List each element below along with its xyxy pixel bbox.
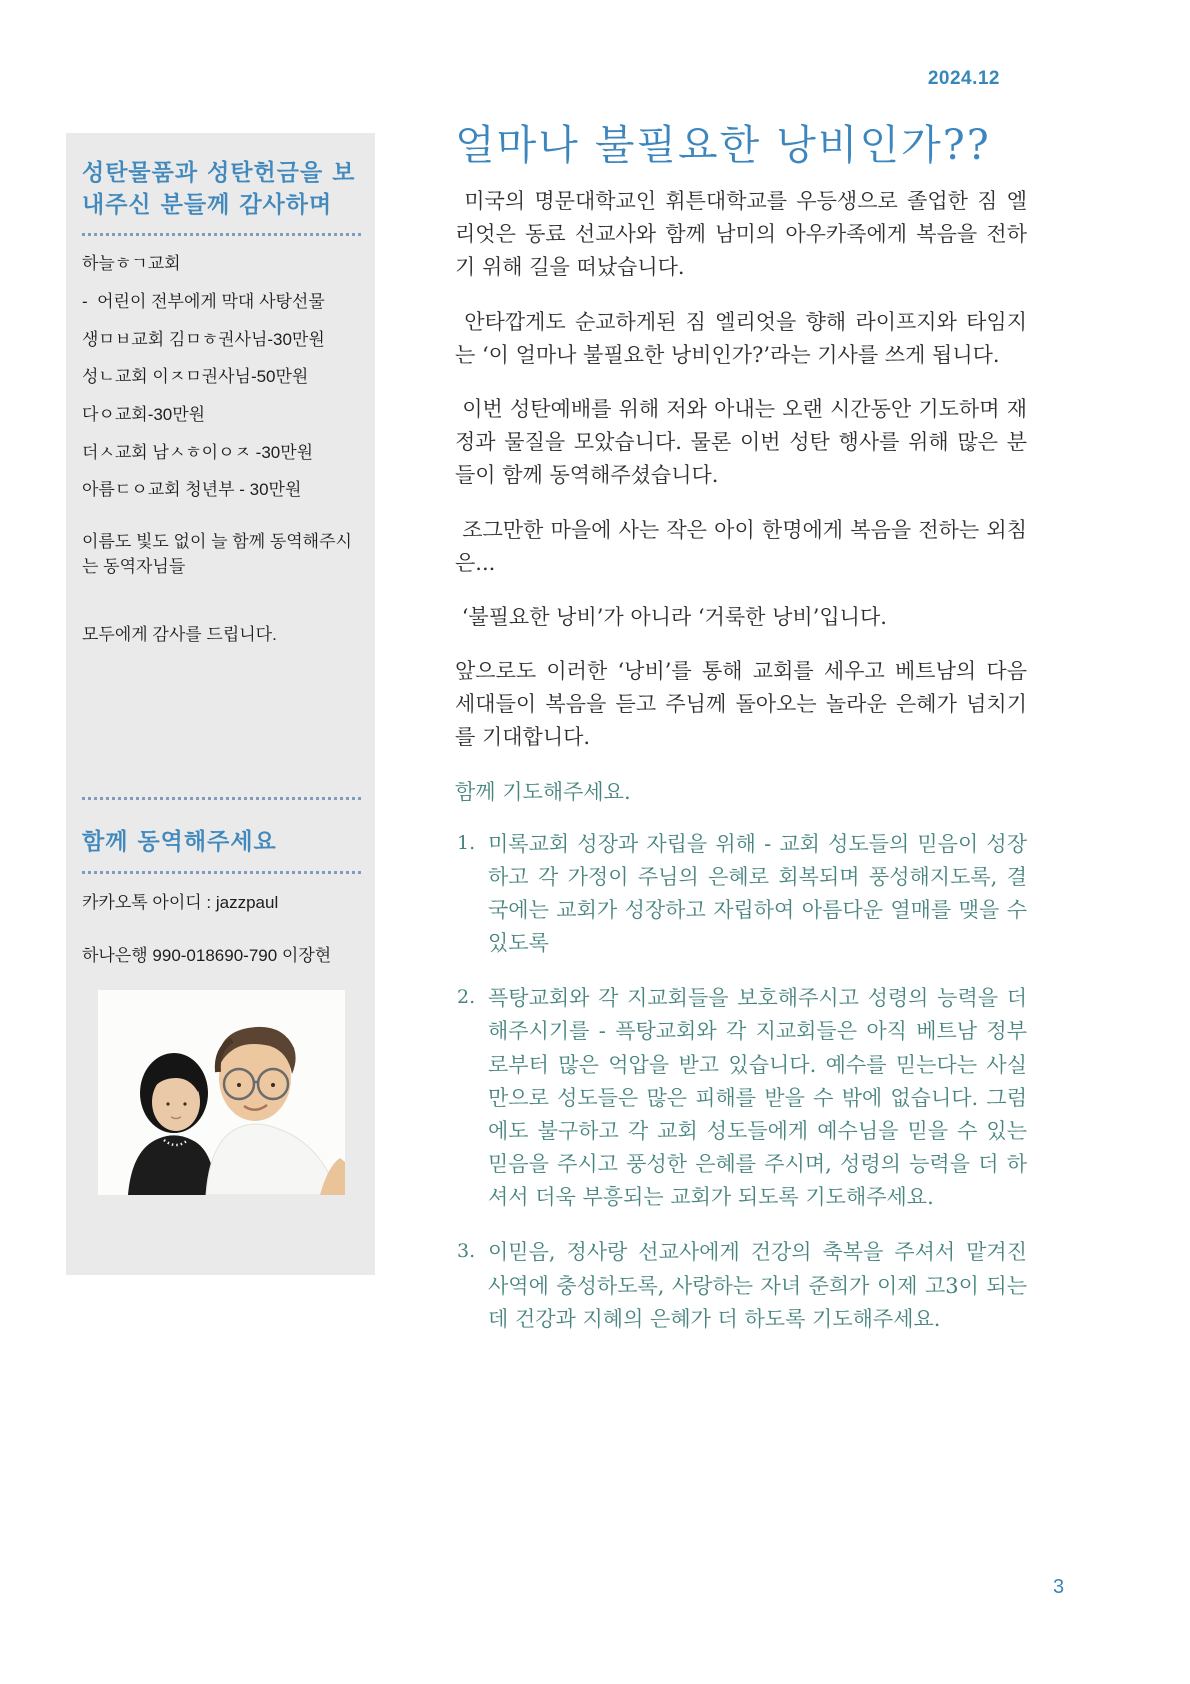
article-title: 얼마나 불필요한 낭비인가?? bbox=[455, 121, 991, 169]
dotted-divider bbox=[82, 797, 361, 800]
kakao-id-line: 카카오톡 아이디 : jazzpaul bbox=[82, 892, 279, 912]
prayer-item: 이믿음, 정사랑 선교사에게 건강의 축복을 주셔서 맡겨진 사역에 충성하도록, 사랑하는 자녀 준희가 이제 고3이 되는데 건강과 지혜의 은혜가 더 하도록 기도해주세요. bbox=[488, 1240, 1034, 1331]
prayer-list bbox=[455, 828, 1034, 1336]
page-number: 3 bbox=[1053, 1576, 1065, 1598]
article-paragraph: 미국의 명문대학교인 휘튼대학교를 우등생으로 졸업한 짐 엘리엇은 동료 선교사와 함께 남미의 아우카족에게 복음을 전하기 위해 길을 떠났습니다. bbox=[455, 189, 1027, 280]
donation-line: 성ㄴ교회 이ㅈㅁ권사님-50만원 bbox=[82, 367, 309, 387]
donation-line: 아름ㄷㅇ교회 청년부 - 30만원 bbox=[82, 480, 302, 500]
donation-line: 하늘ㅎㄱ교회 bbox=[82, 254, 181, 274]
sidebar-thanks-title: 성탄물품과 성탄헌금을 보내주신 분들께 감사하며 bbox=[82, 159, 356, 219]
sidebar-note-thanks: 모두에게 감사를 드립니다. bbox=[82, 624, 277, 644]
dotted-divider bbox=[82, 871, 361, 874]
couple-photo-illustration bbox=[98, 990, 345, 1195]
donation-line: - 어린이 전부에게 막대 사탕선물 bbox=[82, 292, 325, 312]
article-paragraph: ‘불필요한 낭비’가 아니라 ‘거룩한 낭비’입니다. bbox=[455, 604, 887, 629]
dotted-divider bbox=[82, 233, 361, 236]
article-paragraph: 조그만한 마을에 사는 작은 아이 한명에게 복음을 전하는 외침은... bbox=[455, 517, 1027, 575]
donation-line: 다ㅇ교회-30만원 bbox=[82, 404, 206, 424]
sidebar bbox=[66, 133, 375, 1275]
bank-account-line: 하나은행 990-018690-790 이장현 bbox=[82, 945, 332, 965]
prayer-heading: 함께 기도해주세요. bbox=[455, 779, 631, 804]
prayer-item: 픅탕교회와 각 지교회들을 보호해주시고 성령의 능력을 더 해주시기를 - 픅탕교회와 각 지교회들은 아직 베트남 정부로부터 많은 억압을 받고 있습니다. 예수를 믿는다는 사실만으로 성도들은 많은 피해를 받을 수 밖에 없습니다. 그럼에도 불구하고 각 교회 성도들에게 예수님을 믿을 수 있는 믿음을 주시고 풍성한 은혜를 주시며, 성령의 능력을 더 하셔서 더욱 부흥되는 교회가 되도록 기도해주세요. bbox=[488, 986, 1034, 1210]
missionary-couple-photo bbox=[98, 990, 345, 1195]
prayer-item: 미록교회 성장과 자립을 위해 - 교회 성도들의 믿음이 성장하고 각 가정이 주님의 은혜로 회복되며 풍성해지도록, 결국에는 교회가 성장하고 자립하여 아름다운 열매를 맺을 수 있도록 bbox=[488, 831, 1034, 956]
donation-line: 더ㅅ교회 남ㅅㅎ이ㅇㅈ -30만원 bbox=[82, 442, 314, 462]
donation-line: 생ㅁㅂ교회 김ㅁㅎ권사님-30만원 bbox=[82, 329, 325, 349]
article-paragraphs bbox=[455, 185, 1034, 754]
sidebar-partner-title: 함께 동역해주세요 bbox=[82, 828, 277, 856]
donation-list bbox=[82, 252, 361, 502]
article-paragraph: 이번 성탄예배를 위해 저와 아내는 오랜 시간동안 기도하며 재정과 물질을 모았습니다. 물론 이번 성탄 행사를 위해 많은 분들이 함께 동역해주셨습니다. bbox=[455, 397, 1027, 488]
article bbox=[455, 121, 1034, 1358]
sidebar-note-coworkers: 이름도 빛도 없이 늘 함께 동역해주시는 동역자님들 bbox=[82, 531, 352, 577]
article-paragraph: 안타깝게도 순교하게된 짐 엘리엇을 향해 라이프지와 타임지는 ‘이 얼마나 불필요한 낭비인가?’라는 기사를 쓰게 됩니다. bbox=[455, 309, 1027, 367]
issue-date: 2024.12 bbox=[927, 68, 1000, 89]
sidebar-spacer bbox=[82, 647, 361, 797]
article-paragraph: 앞으로도 이러한 ‘낭비’를 통해 교회를 세우고 베트남의 다음 세대들이 복음을 듣고 주님께 돌아오는 놀라운 은혜가 넘치기를 기대합니다. bbox=[455, 659, 1034, 750]
